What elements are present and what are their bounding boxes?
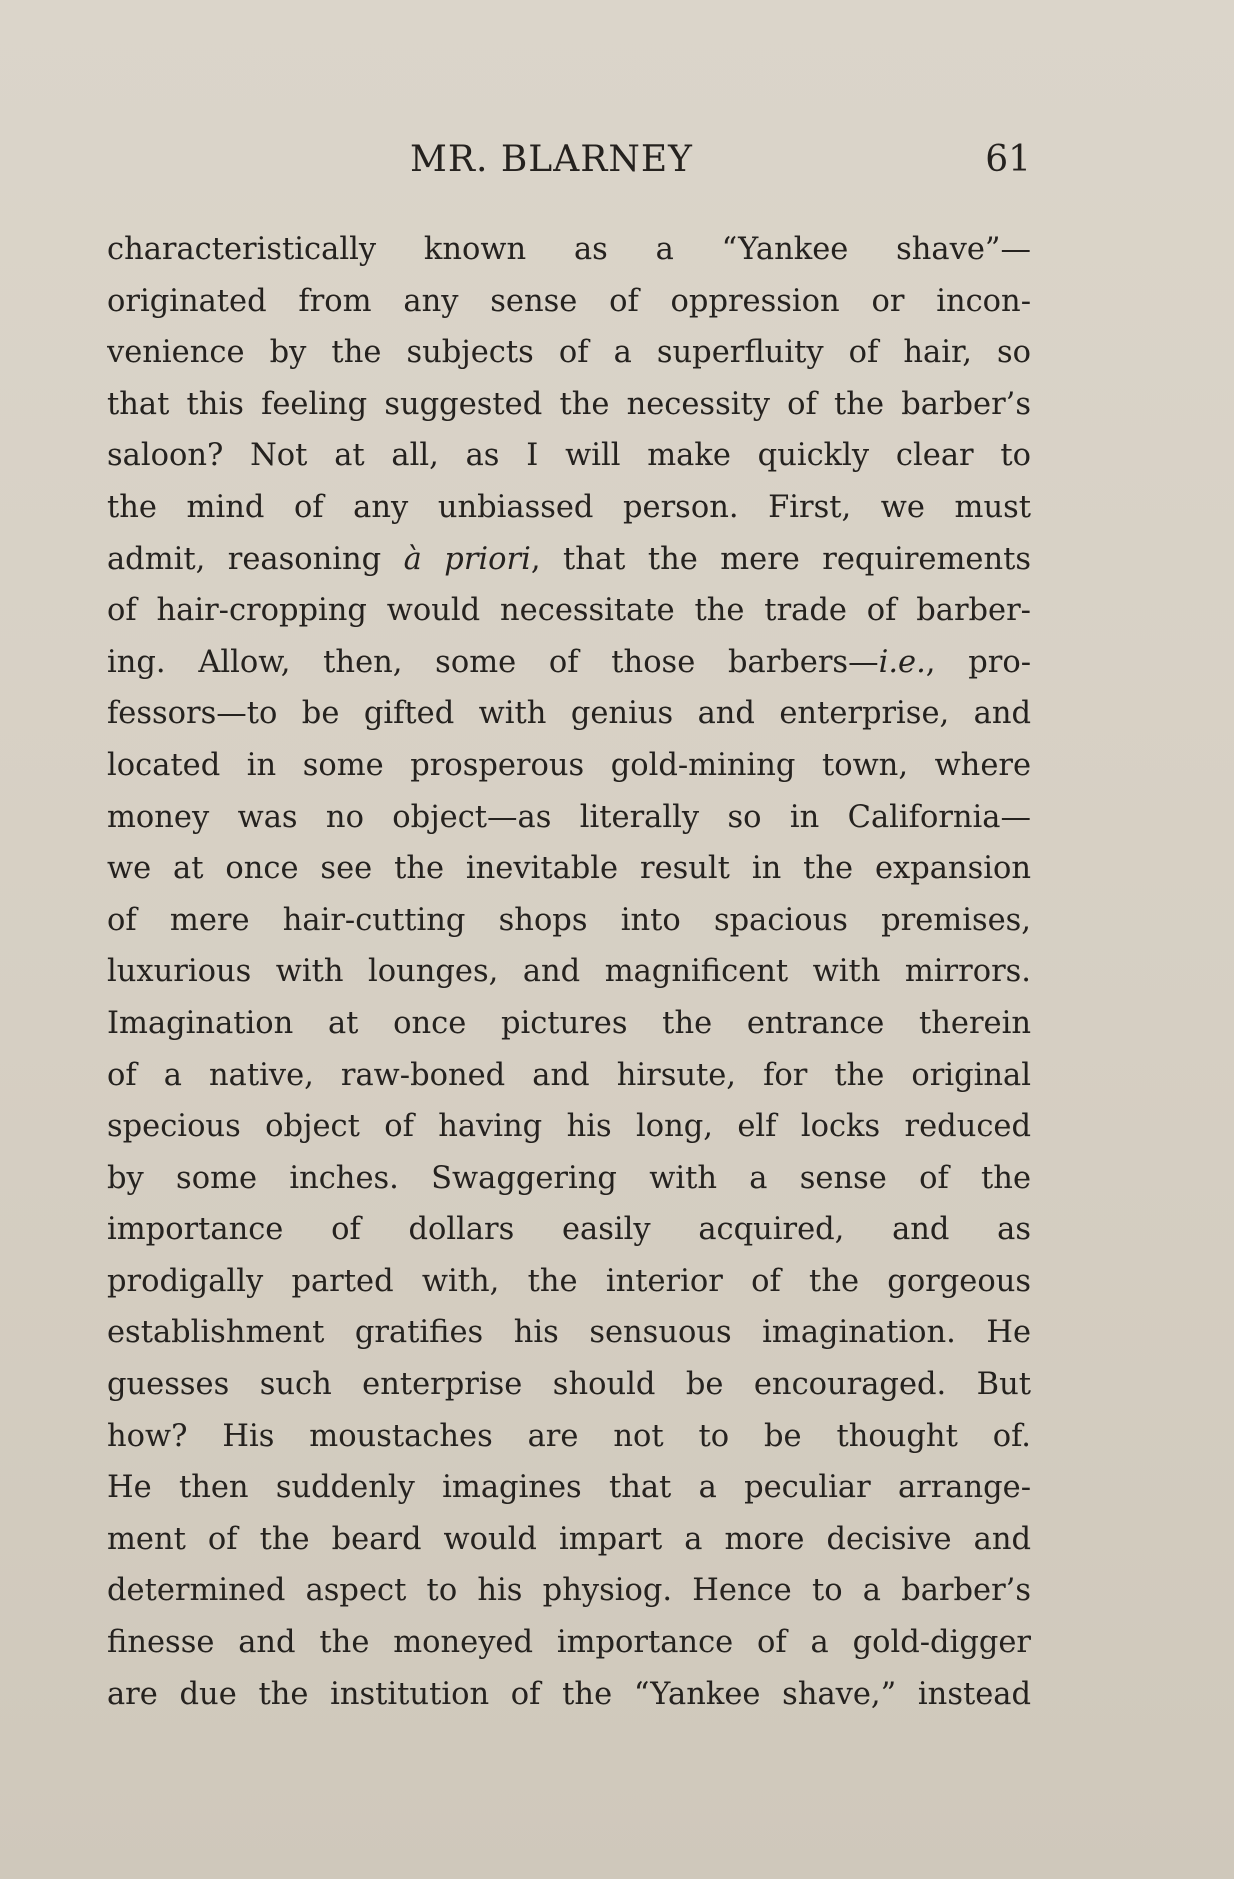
text-segment: specious object of having his long, elf locks reduced [107,1109,1031,1145]
text-line [107,327,1031,379]
running-title: MR. BLARNEY [410,139,693,180]
text-segment: finesse and the moneyed importance of a gold-digger [107,1625,1031,1661]
text-segment: , pro- [925,644,1031,680]
text-line [107,1204,1031,1256]
text-line [107,276,1031,328]
text-line [107,224,1031,276]
text-segment: luxurious with lounges, and magnificent with mirrors. [107,954,1031,990]
text-line [107,1101,1031,1153]
text-segment: how? His moustaches are not to be thought of. [107,1418,1031,1454]
text-segment: venience by the subjects of a superfluity of hair, so [107,335,1031,371]
text-segment: fessors—to be gifted with genius and enterprise, and [107,696,1031,732]
text-segment: guesses such enterprise should be encouraged. But [107,1367,1031,1403]
text-line [107,843,1031,895]
text-line [107,1359,1031,1411]
text-segment: He then suddenly imagines that a peculiar arrange- [107,1470,1031,1506]
page-number: 61 [985,139,1031,180]
text-line [107,1669,1031,1721]
text-segment: the mind of any unbiassed person. First, we must [107,489,1031,525]
text-line [107,534,1031,586]
text-line [107,895,1031,947]
text-segment: admit, reasoning [107,541,404,577]
text-line [107,430,1031,482]
text-segment: located in some prosperous gold-mining town, where [107,747,1031,783]
text-segment: ment of the beard would impart a more decisive and [107,1521,1031,1557]
text-segment: determined aspect to his physiog. Hence to a barber’s [107,1573,1031,1609]
text-line [107,998,1031,1050]
text-line [107,1565,1031,1617]
text-line [107,946,1031,998]
text-segment: establishment gratifies his sensuous imagination. He [107,1315,1031,1351]
running-header [107,135,1031,185]
text-line [107,792,1031,844]
text-segment: money was no object—as literally so in California— [107,799,1031,835]
text-segment: originated from any sense of oppression or incon- [107,283,1031,319]
text-line [107,1462,1031,1514]
italic-text: i.e. [878,644,926,680]
text-segment: ing. Allow, then, some of those barbers— [107,644,879,680]
text-line [107,1153,1031,1205]
text-segment: we at once see the inevitable result in the expansion [107,851,1031,887]
text-segment: prodigally parted with, the interior of the gorgeous [107,1263,1031,1299]
text-line [107,688,1031,740]
text-line [107,585,1031,637]
text-segment: that this feeling suggested the necessity of the barber’s [107,386,1031,422]
text-segment: of hair-cropping would necessitate the trade of barber- [107,593,1031,629]
text-segment: saloon? Not at all, as I will make quickly clear to [107,438,1031,474]
text-segment: are due the institution of the “Yankee shave,” instead [107,1676,1031,1712]
body-text [107,224,1031,1720]
text-segment: , that the mere requirements [530,541,1031,577]
text-line [107,1307,1031,1359]
text-segment: importance of dollars easily acquired, and as [107,1212,1031,1248]
text-segment: of a native, raw-boned and hirsute, for the original [107,1057,1031,1093]
text-line [107,740,1031,792]
text-segment: of mere hair-cutting shops into spacious premises, [107,902,1031,938]
text-segment: Imagination at once pictures the entrance therein [107,1005,1031,1041]
text-line [107,482,1031,534]
text-line [107,1050,1031,1102]
text-line [107,1514,1031,1566]
text-segment: characteristically known as a “Yankee shave”— [107,232,1031,267]
text-segment: by some inches. Swaggering with a sense of the [107,1160,1031,1196]
text-line [107,1256,1031,1308]
text-line [107,637,1031,689]
text-line [107,379,1031,431]
text-line [107,1411,1031,1463]
italic-text: à priori [403,541,531,577]
text-line [107,1617,1031,1669]
